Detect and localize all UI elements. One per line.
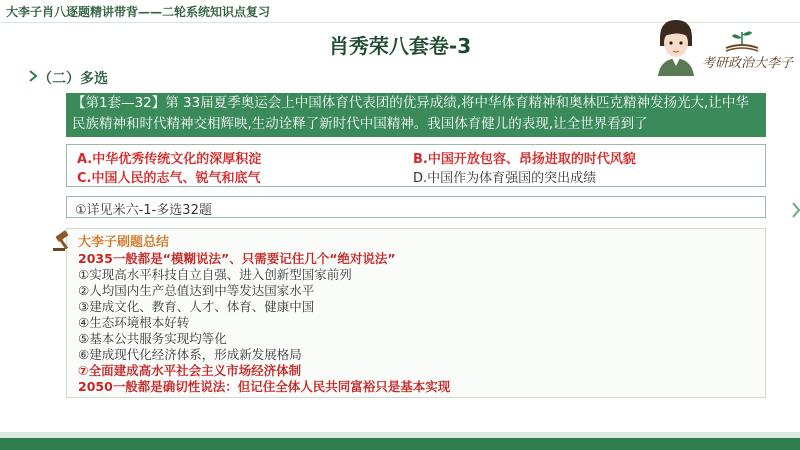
summary-line: ②人均国内生产总值达到中等发达国家水平 bbox=[78, 283, 315, 298]
summary-line: ①实现高水平科技自立自强、进入创新型国家前列 bbox=[78, 267, 352, 282]
summary-line: ⑦全面建成高水平社会主义市场经济体制 bbox=[78, 363, 302, 378]
options-box bbox=[66, 144, 766, 187]
summary-line: ⑤基本公共服务实现均等化 bbox=[78, 331, 227, 346]
presenter-avatar bbox=[652, 16, 700, 76]
gavel-icon bbox=[52, 230, 76, 252]
series-label: 大李子肖八逐题精讲带背——二轮系统知识点复习 bbox=[6, 5, 271, 19]
reference-box bbox=[66, 196, 766, 218]
summary-line: 2050一般都是确切性说法：但记住全体人民共同富裕只是基本实现 bbox=[78, 379, 451, 394]
footer-band bbox=[0, 438, 800, 450]
summary-title: 大李子刷题总结 bbox=[78, 235, 170, 250]
book-plant-icon bbox=[722, 26, 762, 54]
option-d[interactable]: D.中国作为体育强国的突出成绩 bbox=[413, 171, 597, 186]
summary-line: ④生态环境根本好转 bbox=[78, 315, 190, 330]
next-slide-arrow-icon[interactable] bbox=[792, 200, 800, 220]
option-c[interactable]: C.中国人民的志气、锐气和底气 bbox=[77, 171, 261, 186]
reference-text: ①详见米六-1-多选32题 bbox=[75, 203, 212, 218]
summary-line: 2035一般都是“模糊说法”、只需要记住几个“绝对说法” bbox=[78, 251, 396, 266]
summary-line: ⑥建成现代化经济体系，形成新发展格局 bbox=[78, 347, 302, 362]
slide-title: 肖秀荣八套卷-3 bbox=[328, 34, 472, 58]
logo-text: 考研政治大李子 bbox=[702, 56, 794, 71]
chevron-icon bbox=[28, 70, 38, 82]
option-a[interactable]: A.中华优秀传统文化的深厚积淀 bbox=[77, 152, 262, 167]
section-label: （二）多选 bbox=[38, 71, 108, 87]
option-b[interactable]: B.中国开放包容、昂扬进取的时代风貌 bbox=[413, 152, 636, 167]
summary-line: ③建成文化、教育、人才、体育、健康中国 bbox=[78, 299, 315, 314]
question-text: 【第1套—32】第 33届夏季奥运会上中国体育代表团的优异成绩,将中华体育精神和奥林匹克精神发扬光大,让中华民族精神和时代精神交相辉映,生动诠释了新时代中国精神。我国体育健儿的表现,让全世界看到了 bbox=[72, 95, 749, 132]
question-box bbox=[66, 93, 766, 137]
